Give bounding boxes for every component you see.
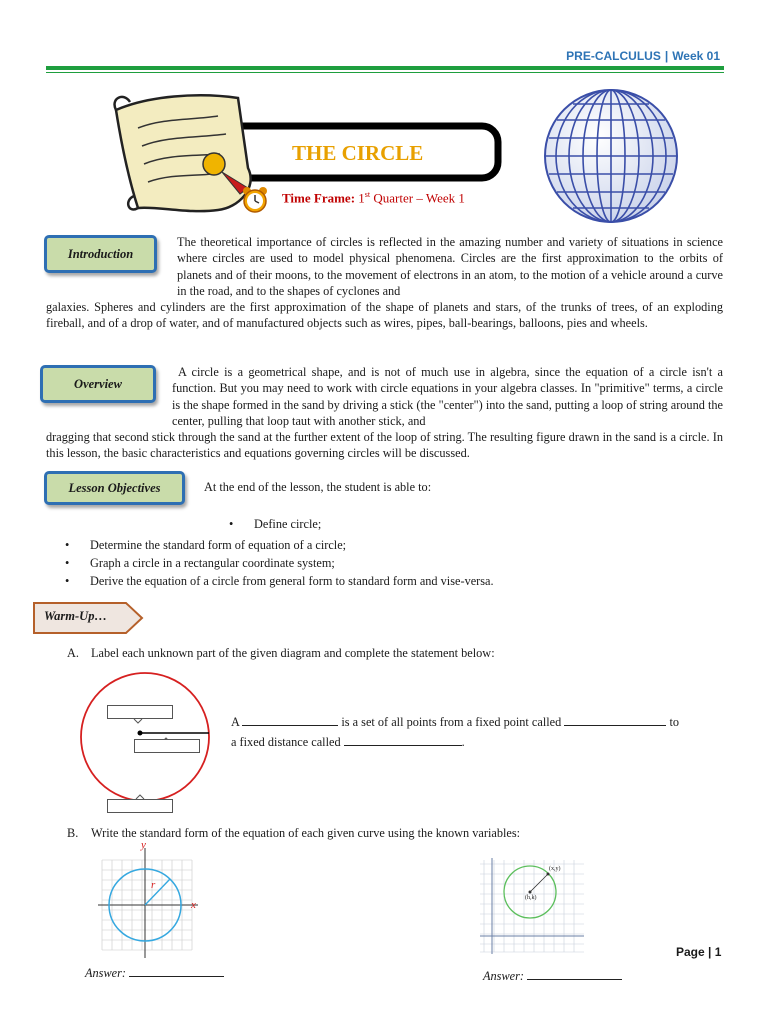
time-frame [282, 190, 465, 206]
graph2-point-label: (x,y) [549, 866, 561, 872]
scroll-icon [115, 95, 251, 211]
header-rule [46, 66, 724, 70]
objectives-list-first [229, 515, 321, 533]
header-rule-thin [46, 72, 724, 73]
answer-2: Answer: [483, 969, 622, 984]
objective-item: • Determine the standard form of equation of a circle; [65, 538, 347, 552]
overview-label: Overview [74, 377, 122, 391]
header-separator: | [664, 49, 669, 63]
warmup-label: Warm-Up… [44, 609, 107, 623]
objective-item: • Define circle; [229, 517, 322, 531]
quarter-rest: Quarter – Week 1 [373, 190, 465, 206]
center-blank[interactable] [564, 725, 666, 726]
graph1-radius-label: r [151, 879, 156, 891]
introduction-badge [44, 235, 157, 273]
part-b-instructions: Write the standard form of the equation of each given curve using the known variables: [91, 826, 521, 840]
circle-label-box[interactable] [107, 799, 173, 813]
radius-blank[interactable] [344, 745, 462, 746]
overview-badge [40, 365, 156, 403]
overview-text-top: A circle is a geometrical shape, and is not of much use in algebra, since the equation of a circle isn't a function. But you may need to work with circle equations in your algebra classes. In "primitive" terms, a circle is the shape formed in the sand by driving a stick (the "center") into the sand, putting a loop of string around the center, pulling that loop taut with another stick, and [172, 365, 723, 429]
answer-2-blank[interactable] [527, 979, 622, 980]
quarter-number: 1 [358, 190, 365, 206]
objectives-list [65, 536, 494, 590]
lesson-objectives-label: Lesson Objectives [68, 481, 161, 495]
lesson-objectives-badge [44, 471, 185, 505]
page-number: Page | 1 [676, 945, 722, 959]
objective-item: • Derive the equation of a circle from general form to standard form and vise-versa. [65, 574, 494, 588]
answer-1: Answer: [85, 966, 224, 981]
week-label: Week 01 [672, 49, 720, 63]
page-title: THE CIRCLE [292, 141, 424, 165]
objectives-intro: At the end of the lesson, the student is able to: [204, 480, 432, 494]
part-a-label: A. [67, 646, 79, 660]
introduction-label: Introduction [67, 247, 134, 261]
definition-statement: A is a set of all points from a fixed point called to a fixed distance called . [231, 715, 680, 749]
alarm-clock-icon [241, 185, 269, 215]
page-header [564, 49, 722, 63]
overview-text-bottom: dragging that second stick through the sand at the further extent of the loop of string. The resulting figure drawn in the sand is a circle. In this lesson, the basic characteristics and equations governing circles will be discussed. [46, 430, 723, 461]
graph1-y-axis-label: y [141, 839, 146, 851]
graph1-x-axis-label: x [191, 899, 196, 911]
term-blank[interactable] [242, 725, 338, 726]
center-label-box[interactable] [107, 705, 173, 719]
time-frame-label: Time Frame: [282, 190, 356, 206]
course-name: PRE-CALCULUS [566, 49, 661, 63]
objective-item: • Graph a circle in a rectangular coordinate system; [65, 556, 335, 570]
part-b-label: B. [67, 826, 79, 840]
radius-label-box[interactable] [134, 739, 200, 753]
quarter-suffix: st [364, 190, 371, 199]
answer-1-blank[interactable] [129, 976, 224, 977]
graph2-center-label: (h,k) [525, 895, 537, 901]
introduction-text-bottom: galaxies. Spheres and cylinders are the first approximation of the shape of planets and stars, of the trunks of trees, of an exploding fireball, and of a drop of water, and of manufactured objects such as wires, pipes, ball-bearings, balloons, pies and wheels. [46, 300, 723, 331]
globe-icon [541, 86, 681, 226]
graph-1 [94, 842, 204, 960]
introduction-text-top: The theoretical importance of circles is reflected in the amazing number and variety of situations in science where circles are used to model physical phenomena. Circles are the first approximation to the orbits of planets and of their moons, to the movement of electrons in an atom, to the motion of a vehicle around a curve in the road, and to the shapes of cyclones and [177, 235, 723, 299]
graph-2 [476, 856, 588, 956]
part-a-instructions: Label each unknown part of the given diagram and complete the statement below: [91, 646, 495, 660]
